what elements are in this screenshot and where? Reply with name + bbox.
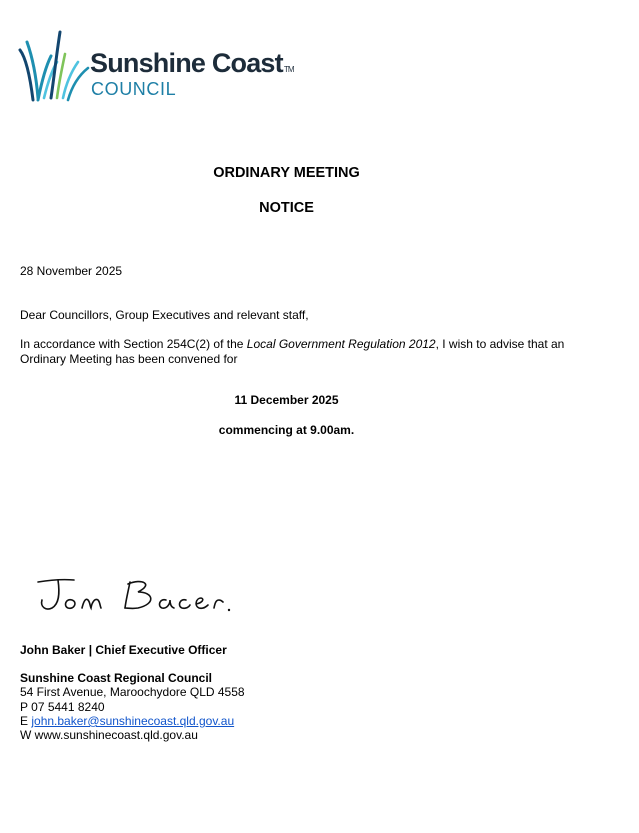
letter-date: 28 November 2025 (20, 264, 123, 278)
phone-line: P 07 5441 8240 (20, 699, 105, 714)
notice-title: NOTICE (259, 200, 314, 216)
trademark-mark: TM (283, 65, 294, 74)
meeting-title: ORDINARY MEETING (213, 165, 360, 181)
salutation: Dear Councillors, Group Executives and relevant staff, (20, 308, 309, 322)
organisation-address: 54 First Avenue, Maroochydore QLD 4558 (20, 685, 245, 700)
handwritten-signature (30, 570, 260, 620)
regulation-name: Local Government Regulation 2012 (246, 337, 436, 351)
organisation-name: Sunshine Coast Regional Council (20, 671, 213, 685)
council-logo (18, 28, 308, 104)
notice-body: In accordance with Section 254C(2) of the Local Government Regulation 2012, I wish to advise that an Ordinary Meeting has been convened for (20, 337, 565, 366)
contact-block (20, 671, 245, 742)
logo-sub-text: COUNCIL (91, 79, 177, 99)
website: www.sunshinecoast.qld.gov.au (34, 728, 198, 743)
web-line: W www.sunshinecoast.qld.gov.au (20, 728, 198, 743)
wave-mark-icon (18, 28, 90, 104)
meeting-time: commencing at 9.00am. (218, 423, 355, 437)
meeting-date: 11 December 2025 (234, 393, 339, 407)
logo-brand-text: Sunshine CoastTM (90, 48, 294, 78)
email-line: E john.baker@sunshinecoast.qld.gov.au (20, 713, 235, 728)
signatory-name-title: John Baker | Chief Executive Officer (20, 643, 227, 657)
email-link[interactable]: john.baker@sunshinecoast.qld.gov.au (31, 713, 235, 728)
phone-number: 07 5441 8240 (31, 699, 105, 714)
